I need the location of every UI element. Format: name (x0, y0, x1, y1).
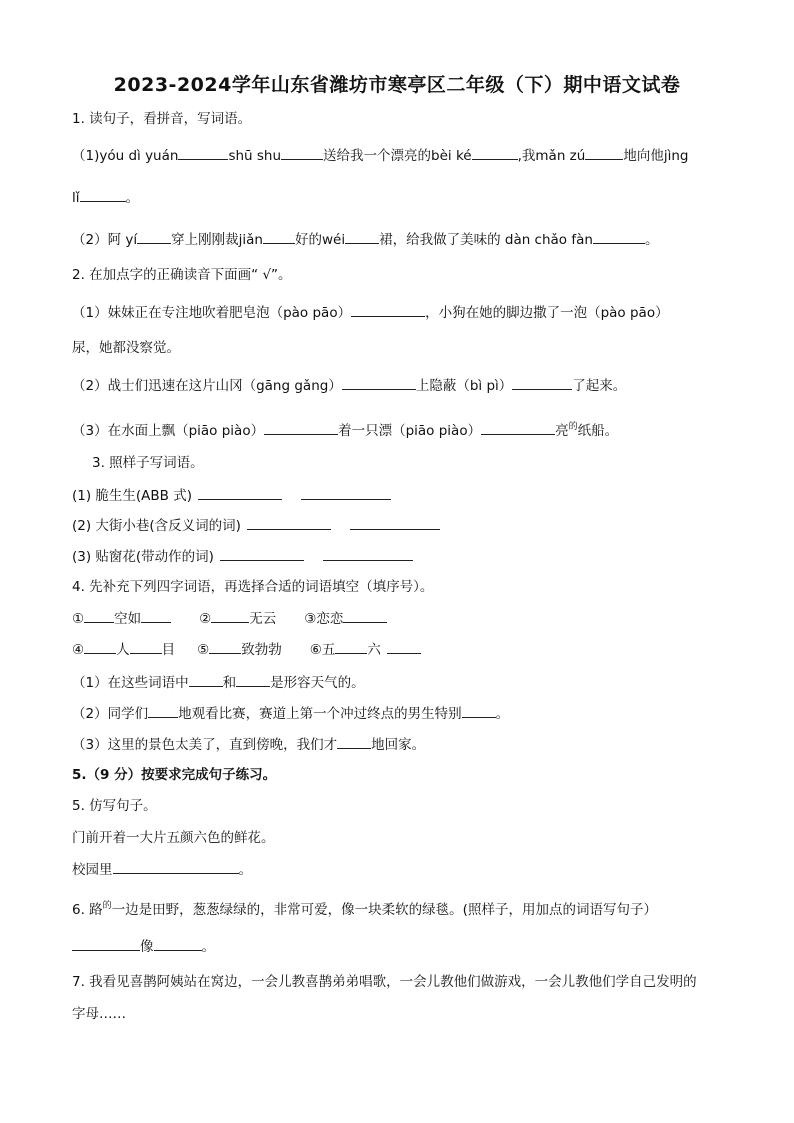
q2-s3-part: （3）在水面上飘（piāo piào） (72, 423, 265, 439)
answer-blank[interactable] (585, 146, 623, 160)
answer-blank[interactable] (512, 376, 572, 390)
q4-item: 无云 (249, 611, 277, 627)
q6-part: 一边是田野，葱葱绿绿的，非常可爱，像一块柔软的绿毯。(照样子，用加点的词语写句子） (111, 902, 657, 918)
page-title: 2023-2024学年山东省潍坊市寒亭区二年级（下）期中语文试卷 (113, 74, 681, 96)
answer-blank[interactable] (130, 640, 162, 654)
q5-end: 。 (238, 862, 252, 878)
answer-blank[interactable] (137, 230, 171, 244)
q4-item: ⑤ (197, 642, 210, 658)
answer-blank[interactable] (84, 609, 114, 623)
q2-s2-part: （2）战士们迅速在这片山冈（gāng gǎng） (72, 378, 342, 394)
answer-blank[interactable] (220, 547, 304, 561)
answer-blank[interactable] (281, 146, 323, 160)
answer-blank[interactable] (263, 230, 295, 244)
q4-item: 致勃勃 (241, 642, 282, 658)
q4-sentence-2 (72, 704, 732, 723)
q5-example: 门前开着一大片五颜六色的鲜花。 (72, 830, 275, 846)
q4-sentence-3 (72, 735, 732, 754)
answer-blank[interactable] (481, 421, 555, 435)
q5-answer-line (72, 860, 732, 879)
q1-s1-part: shū shu (228, 148, 282, 164)
answer-blank[interactable] (211, 609, 249, 623)
q1-s2-part: 。 (644, 232, 659, 248)
q1-s1-part: 。 (125, 190, 140, 206)
q3-line-3 (72, 547, 732, 566)
answer-blank[interactable] (113, 860, 239, 874)
q3-stem: 3. 照样子写词语。 (92, 455, 204, 471)
q4-s-part: 。 (495, 706, 510, 722)
q4-s-part: 地回家。 (371, 737, 426, 753)
q2-sentence-1 (72, 303, 732, 322)
q2-stem: 2. 在加点字的正确读音下面画“ √”。 (72, 267, 292, 283)
answer-blank[interactable] (264, 421, 338, 435)
q2-s2-part: 上隐蔽（bì pì） (415, 378, 513, 394)
q4-item: ④ (72, 642, 85, 658)
answer-blank[interactable] (154, 937, 202, 951)
dotted-char: 的 (568, 422, 578, 432)
q6-answer-line (72, 937, 732, 956)
q4-sentence-1 (72, 673, 732, 692)
q4-stem: 4. 先补充下列四字词语，再选择合适的词语填空（填序号）。 (72, 579, 434, 595)
dotted-char: 的 (102, 901, 112, 911)
q3-label: (2) 大街小巷(含反义词的词) (72, 518, 241, 534)
q7-line-2: 字母…… (72, 1006, 126, 1022)
q2-sentence-2 (72, 376, 732, 395)
q6-part: 像 (140, 939, 154, 955)
q1-s2-part: （2）阿 yí (72, 232, 138, 248)
q1-sentence-1-cont (72, 188, 732, 207)
q4-row-1 (72, 609, 732, 628)
q1-s1-part: ,我mǎn zú (517, 148, 586, 164)
answer-blank[interactable] (343, 609, 387, 623)
q1-s2-part: 裙，给我做了美味的 dàn chǎo fàn (379, 232, 593, 248)
answer-blank[interactable] (593, 230, 645, 244)
q4-s-part: 和 (222, 675, 237, 691)
answer-blank[interactable] (345, 230, 379, 244)
answer-blank[interactable] (72, 937, 140, 951)
answer-blank[interactable] (80, 188, 126, 202)
q1-sentence-1 (72, 146, 732, 165)
answer-blank[interactable] (301, 486, 391, 500)
q2-s1-part: ，小狗在她的脚边撒了一泡（pào pāo） (425, 305, 669, 321)
q4-s-part: 地观看比赛，赛道上第一个冲过终点的男生特别 (178, 706, 462, 722)
q4-item: 人 (116, 642, 130, 658)
q2-s3-part: 着一只漂（piāo piào） (338, 423, 482, 439)
q1-stem: 1. 读句子，看拼音，写词语。 (72, 111, 252, 127)
q5-stem: 5. 仿写句子。 (72, 798, 157, 814)
answer-blank[interactable] (209, 640, 241, 654)
q1-s2-part: 好的wéi (294, 232, 346, 248)
section-heading: 5.（9 分）按要求完成句子练习。 (72, 767, 277, 783)
q4-item: ③恋恋 (304, 611, 344, 627)
q4-row-2 (72, 640, 732, 659)
q1-s1-part: 送给我一个漂亮的bèi ké (323, 148, 472, 164)
q4-item: 目 (161, 642, 176, 658)
answer-blank[interactable] (189, 673, 223, 687)
q1-s1-part: lǐ (72, 190, 80, 206)
answer-blank[interactable] (350, 516, 440, 530)
q3-label: (3) 贴窗花(带动作的词) (72, 549, 214, 565)
q1-s2-part: 穿上刚刚裁jiǎn (171, 232, 263, 248)
q2-sentence-3 (72, 418, 732, 440)
answer-blank[interactable] (323, 547, 413, 561)
q3-line-2 (72, 516, 732, 535)
answer-blank[interactable] (351, 303, 425, 317)
answer-blank[interactable] (387, 640, 421, 654)
q4-item: 空如 (114, 611, 142, 627)
q4-s-part: （2）同学们 (72, 706, 149, 722)
q6-stem (72, 897, 732, 919)
q1-s1-part: 地向他jìng (623, 148, 689, 164)
q6-part: 。 (201, 939, 215, 955)
q4-s-part: 是形容天气的。 (270, 675, 365, 691)
q2-sentence-1-cont: 尿，她都没察觉。 (72, 340, 180, 356)
answer-blank[interactable] (236, 673, 270, 687)
q4-item: ① (72, 611, 85, 627)
q7-line-1: 7. 我看见喜鹊阿姨站在窝边，一会儿教喜鹊弟弟唱歌，一会儿教他们做游戏，一会儿教他们学自己发明的 (72, 974, 697, 990)
answer-blank[interactable] (462, 704, 496, 718)
q1-s1-part: （1)yóu dì yuán (72, 148, 179, 164)
q2-s3-part: 亮 (555, 423, 569, 439)
answer-blank[interactable] (198, 486, 282, 500)
answer-blank[interactable] (84, 640, 116, 654)
q4-s-part: （1）在这些词语中 (72, 675, 189, 691)
answer-blank[interactable] (141, 609, 171, 623)
q2-s1-part: （1）妹妹正在专注地吹着肥皂泡（pào pāo） (72, 305, 352, 321)
q3-line-1 (72, 486, 732, 505)
q2-s3-part: 纸船。 (577, 423, 619, 439)
q4-item: 六 (367, 642, 381, 658)
answer-blank[interactable] (178, 146, 228, 160)
q1-sentence-2 (72, 230, 732, 249)
answer-blank[interactable] (247, 516, 331, 530)
answer-blank[interactable] (472, 146, 518, 160)
answer-blank[interactable] (337, 735, 371, 749)
q6-part: 6. 路 (72, 902, 103, 918)
q3-label: (1) 脆生生(ABB 式) (72, 488, 192, 504)
answer-blank[interactable] (335, 640, 367, 654)
q4-item: ② (199, 611, 212, 627)
q4-item: ⑥五 (309, 642, 336, 658)
q2-s2-part: 了起来。 (572, 378, 627, 394)
q4-s-part: （3）这里的景色太美了，直到傍晚，我们才 (72, 737, 338, 753)
q5-prefix: 校园里 (72, 862, 113, 878)
answer-blank[interactable] (148, 704, 178, 718)
answer-blank[interactable] (342, 376, 416, 390)
